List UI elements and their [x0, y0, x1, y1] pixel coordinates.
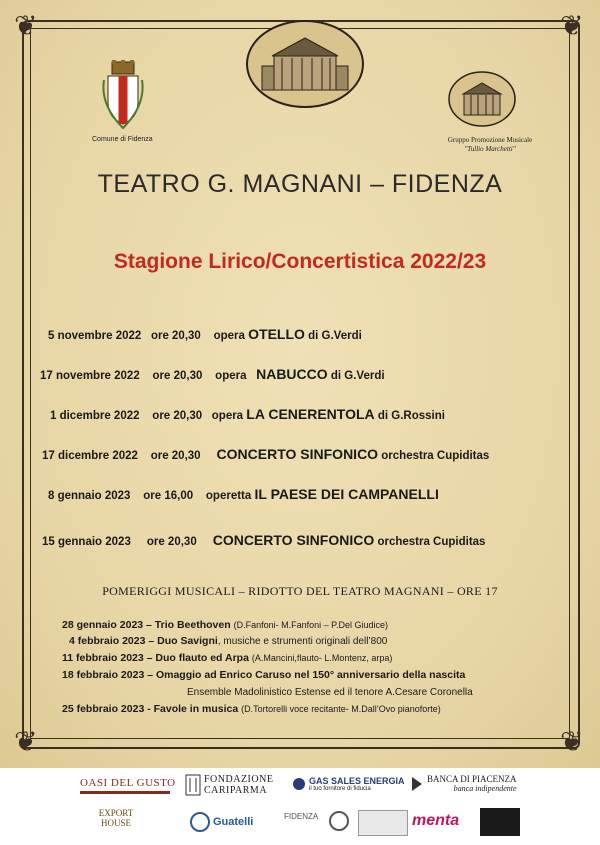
gas-icon: [292, 777, 306, 791]
event-date: 17 novembre 2022: [40, 370, 140, 382]
pomeriggio-row: [62, 703, 441, 715]
pomeriggio-main: 25 febbraio 2023 - Favole in musica: [62, 703, 239, 715]
corner-ornament-br: ❦: [560, 725, 584, 758]
event-time: ore 16,00: [143, 490, 194, 502]
sponsor-gas: [292, 776, 405, 792]
corner-ornament-tl: ❦: [14, 9, 38, 42]
sponsor-fondazione: [185, 774, 273, 796]
pomeriggio-row: [62, 619, 388, 631]
event-row: [42, 532, 485, 548]
event-extra: di G.Verdi: [308, 330, 362, 342]
event-time: ore 20,30: [152, 370, 203, 382]
event-time: ore 20,30: [150, 450, 201, 462]
event-kind: opera: [213, 330, 245, 342]
sponsor-menta: menta: [412, 812, 460, 829]
fondazione-icon: [185, 774, 201, 796]
event-extra: orchestra Cupiditas: [377, 536, 486, 548]
event-time: ore 20,30: [146, 536, 197, 548]
event-extra: orchestra Cupiditas: [381, 450, 490, 462]
pomeriggio-note: Ensemble Madolinistico Estense ed il tenore A.Cesare Coronella: [187, 687, 473, 698]
pomeriggio-main: 4 febbraio 2023 – Duo Savigni: [69, 635, 218, 647]
group-name-line1: Gruppo Promozione Musicale: [447, 136, 533, 144]
event-kind: operetta: [205, 490, 252, 502]
sponsor-oasi: OASI DEL GUSTO: [80, 777, 176, 789]
oasi-underline: [80, 791, 170, 794]
inner-frame: [30, 28, 570, 739]
pomeriggio-main: 18 febbraio 2023 – Omaggio ad Enrico Caruso nel 150° anniversario della nascita: [62, 669, 466, 681]
event-date: 17 dicembre 2022: [42, 450, 138, 462]
event-time: ore 20,30: [150, 330, 201, 342]
pomeriggio-row: [69, 635, 387, 647]
fondazione-line2: CARIPARMA: [204, 785, 268, 796]
pomeriggio-main: 11 febbraio 2023 – Duo flauto ed Arpa: [62, 652, 249, 664]
sponsor-guatelli: [190, 812, 253, 832]
pomeriggio-note: (D.Tortorelli voce recitante- M.Dall’Ovo pianoforte): [241, 704, 441, 714]
sponsors-strip: [0, 768, 600, 845]
gas-sub: il tuo fornitore di fiducia: [309, 786, 371, 792]
pomeriggio-note: , musiche e strumenti originali dell’800: [217, 636, 388, 647]
event-work: IL PAESE DEI CAMPANELLI: [254, 486, 439, 502]
pomeriggio-row: [62, 652, 392, 664]
banca-name: BANCA DI PIACENZA: [427, 774, 517, 784]
gas-name: GAS SALES ENERGIA: [309, 776, 405, 786]
corner-ornament-tr: ❦: [560, 9, 584, 42]
banca-sub: banca indipendente: [453, 784, 517, 793]
event-date: 5 novembre 2022: [48, 330, 142, 342]
event-row: [50, 406, 445, 422]
theatre-small-icon: [447, 70, 517, 128]
export-line1: EXPORT: [98, 808, 134, 818]
event-row: [40, 366, 385, 382]
event-date: 15 gennaio 2023: [42, 536, 131, 548]
fondazione-line1: FONDAZIONE: [204, 774, 274, 785]
corner-ornament-bl: ❦: [14, 725, 38, 758]
banca-icon: [410, 775, 424, 793]
event-extra: di G.Rossini: [377, 410, 445, 422]
guatelli-icon: [190, 812, 210, 832]
event-time: ore 20,30: [152, 410, 203, 422]
event-extra: di G.Verdi: [330, 370, 385, 382]
pomeriggio-note: (A.Mancini,flauto- L.Montenz, arpa): [251, 653, 393, 663]
pomeriggio-note: (D.Fanfoni- M.Fanfoni – P.Del Giudice): [233, 620, 388, 630]
event-work: OTELLO: [248, 326, 305, 342]
pomeriggio-row: [187, 686, 473, 698]
event-kind: opera: [215, 370, 247, 382]
event-kind: opera: [211, 410, 244, 422]
group-name-line2: "Tullio Marchetti": [464, 145, 516, 153]
event-row: [48, 326, 362, 342]
guatelli-name: Guatelli: [213, 816, 254, 828]
season-title: Stagione Lirico/Concertistica 2022/23: [113, 250, 487, 273]
event-work: NABUCCO: [256, 366, 328, 382]
event-work: LA CENERENTOLA: [246, 406, 375, 422]
sponsor-fidenza: FIDENZA: [284, 812, 319, 821]
sponsor-export: [88, 808, 144, 828]
export-line2: HOUSE: [100, 818, 131, 828]
event-date: 8 gennaio 2023: [48, 490, 131, 502]
sponsor-banca: [410, 774, 517, 793]
event-date: 1 dicembre 2022: [50, 410, 140, 422]
pomeriggio-main: 28 gennaio 2023 – Trio Beethoven: [62, 619, 231, 631]
sponsor-cb-logo: [480, 808, 520, 836]
event-work: CONCERTO SINFONICO: [212, 532, 375, 548]
fidenza-bc-icon: [328, 810, 350, 832]
page-title: TEATRO G. MAGNANI – FIDENZA: [97, 170, 503, 198]
event-row: [48, 486, 439, 502]
event-work: CONCERTO SINFONICO: [216, 446, 379, 462]
pomeriggi-title: POMERIGGI MUSICALI – RIDOTTO DEL TEATRO MAGNANI – ORE 17: [102, 584, 498, 598]
theatre-engraving-icon: [244, 18, 366, 110]
comune-label: Comune di Fidenza: [92, 136, 153, 143]
pomeriggio-row: [62, 669, 465, 681]
fidenza-crest-icon: [100, 60, 146, 130]
event-row: [42, 446, 489, 462]
sponsor-dd-logo: [358, 810, 408, 836]
